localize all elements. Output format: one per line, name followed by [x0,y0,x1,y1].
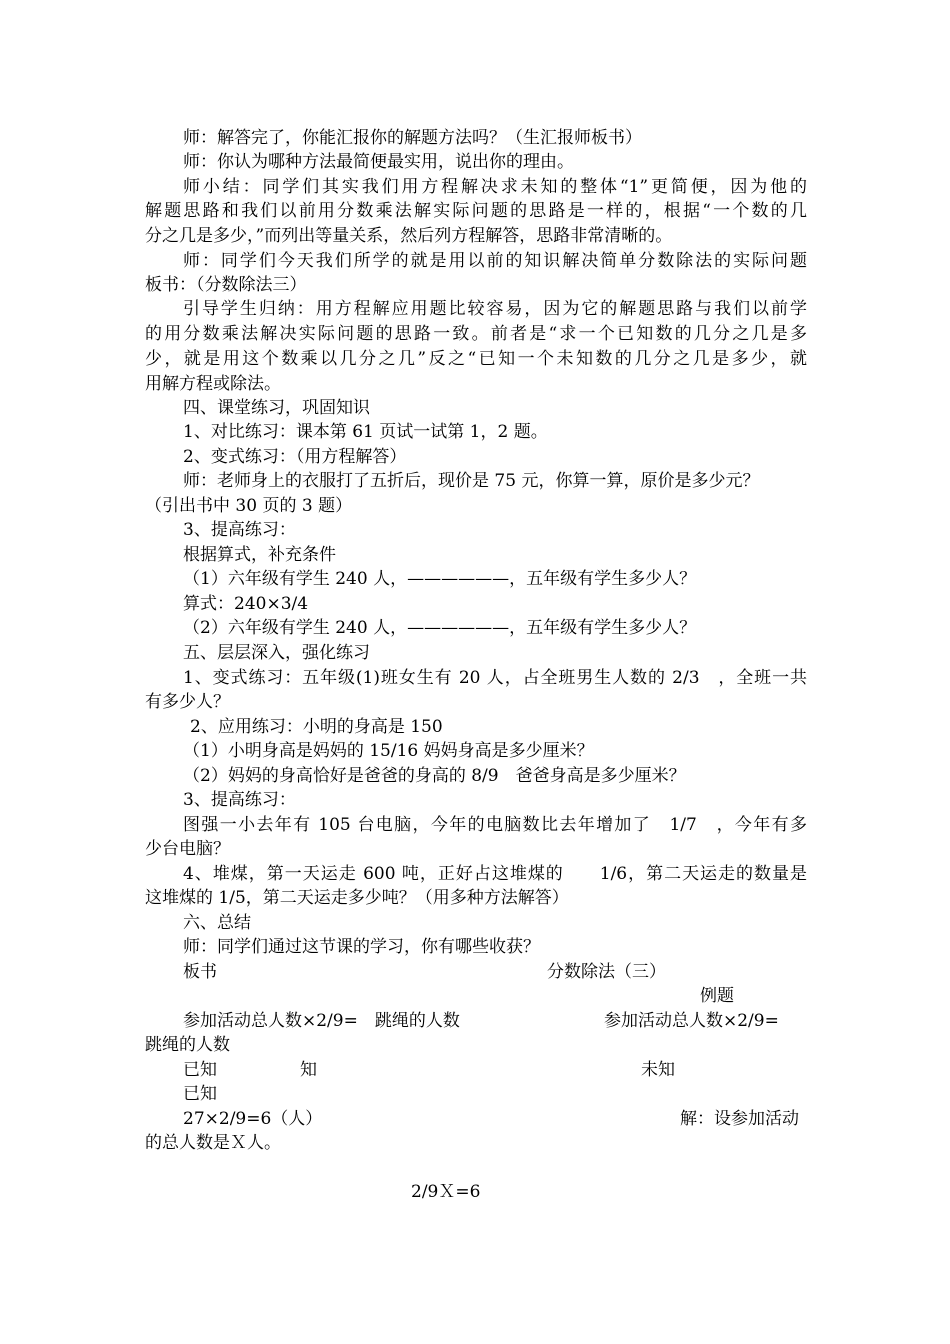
board-unknown: 未知 [641,1060,675,1080]
section-heading: 五、层层深入，强化练习 [183,643,370,663]
board-equation: 2/9Ｘ=6 [411,1182,481,1202]
text-line: 分之几是多少，”而列出等量关系，然后列方程解答，思路非常清晰的。 [145,226,673,246]
text-line: （2）妈妈的身高恰好是爸爸的身高的 8/9 爸爸身高是多少厘米？ [183,766,686,786]
board-solve-cont: 的总人数是Ｘ人。 [145,1133,281,1153]
text-line: 2、应用练习：小明的身高是 150 [190,717,443,737]
text-line: 3、提高练习： [183,790,296,810]
text-line: 师：同学们通过这节课的学习，你有哪些收获？ [183,937,540,957]
text-line: 根据算式，补充条件 [183,545,336,565]
board-known-2: 已知 [183,1084,217,1104]
text-line: （引出书中 30 页的 3 题） [145,496,353,516]
text-line: 2、变式练习：（用方程解答） [183,447,407,467]
text-line: 3、提高练习： [183,520,296,540]
board-label: 板书 [183,962,217,982]
text-line: 图强一小去年有 105 台电脑，今年的电脑数比去年增加了 1/7 ，今年有多 [183,815,807,835]
board-calc: 27×2/9=6（人） [183,1109,323,1129]
text-line: 这堆煤的 1/5，第二天运走多少吨？（用多种方法解答） [145,888,569,908]
text-line: （1）小明身高是妈妈的 15/16 妈妈身高是多少厘米？ [183,741,594,761]
text-line: 1、变式练习：五年级(1)班女生有 20 人，占全班男生人数的 2/3 ，全班一共 [183,668,807,688]
text-line: 师：你认为哪种方法最简便最实用，说出你的理由。 [183,152,574,172]
board-example: 例题 [700,986,734,1006]
board-equation-right: 参加活动总人数×2/9= [604,1011,779,1031]
section-heading: 四、课堂练习，巩固知识 [183,398,370,418]
text-line: 少，就是用这个数乘以几分之几”反之“已知一个未知数的几分之几是多少，就 [145,349,807,369]
text-line: 师：同学们今天我们所学的就是用以前的知识解决简单分数除法的实际问题 [183,251,807,271]
text-line: （2）六年级有学生 240 人，——————，五年级有学生多少人？ [183,618,697,638]
text-line: 板书：（分数除法三） [145,275,307,295]
text-line: 4、堆煤，第一天运走 600 吨，正好占这堆煤的 1/6，第二天运走的数量是 [183,864,807,884]
board-known: 已知 [183,1060,217,1080]
board-equation-left: 参加活动总人数×2/9= 跳绳的人数 [183,1011,460,1031]
board-solve: 解：设参加活动 [680,1109,799,1129]
text-line: 的用分数乘法解决实际问题的思路一致。前者是“求一个已知数的几分之几是多 [145,324,807,344]
board-title: 分数除法（三） [547,962,666,982]
text-line: 师：老师身上的衣服打了五折后，现价是 75 元，你算一算，原价是多少元？ [183,471,760,491]
text-line: 师：解答完了，你能汇报你的解题方法吗？（生汇报师板书） [183,128,642,148]
text-line: 有多少人？ [145,692,230,712]
section-heading: 六、总结 [183,913,251,933]
text-line: 引导学生归纳：用方程解应用题比较容易，因为它的解题思路与我们以前学 [183,299,807,319]
text-line: 师小结：同学们其实我们用方程解决求未知的整体“1”更简便，因为他的 [183,177,807,197]
text-line: 算式：240×3/4 [183,594,309,614]
text-line: 少台电脑？ [145,839,230,859]
board-equation-right-cont: 跳绳的人数 [145,1035,230,1055]
board-known-zhi: 知 [300,1060,317,1080]
text-line: 用解方程或除法。 [145,374,281,394]
text-line: （1）六年级有学生 240 人，——————，五年级有学生多少人？ [183,569,697,589]
text-line: 1、对比练习：课本第 61 页试一试第 1，2 题。 [183,422,548,442]
text-line: 解题思路和我们以前用分数乘法解实际问题的思路是一样的，根据“一个数的几 [145,201,807,221]
